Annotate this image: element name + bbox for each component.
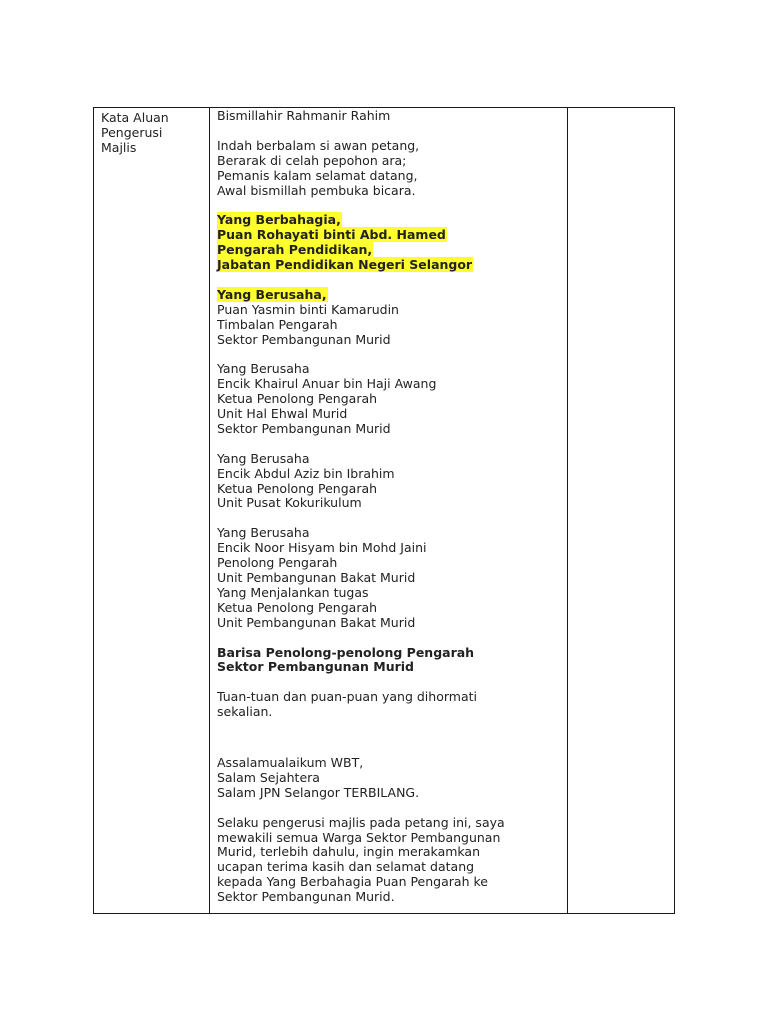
paragraph-line: Selaku pengerusi majlis pada petang ini, saya	[217, 814, 505, 830]
dignitary-line: Encik Noor Hisyam bin Mohd Jaini	[217, 540, 427, 556]
paragraph-line: ucapan terima kasih dan selamat datang	[217, 859, 475, 875]
greeting-line: Salam JPN Selangor TERBILANG.	[217, 784, 420, 800]
pantun-line: Berarak di celah pepohon ara;	[217, 152, 407, 168]
dignitary-line: Yang Berusaha	[217, 450, 310, 466]
khairul-block	[217, 362, 563, 437]
dignitary-line: Unit Pusat Kokurikulum	[217, 495, 362, 511]
column-divider	[567, 108, 568, 913]
paragraph-line: mewakili semua Warga Sektor Pembangunan	[217, 829, 501, 845]
greeting-line: Assalamualaikum WBT,	[217, 755, 364, 771]
highlighted-line: Yang Berbahagia,	[217, 212, 341, 228]
dignitary-line: Encik Khairul Anuar bin Haji Awang	[217, 376, 437, 392]
highlighted-line: Pengarah Pendidikan,	[217, 242, 373, 258]
dignitary-line: Timbalan Pengarah	[217, 316, 338, 332]
dignitary-line: Yang Berusaha	[217, 525, 310, 541]
item-label-line: Pengerusi	[101, 124, 163, 140]
paragraph-line: Murid, terlebih dahulu, ingin merakamkan	[217, 844, 481, 860]
bold-line: Sektor Pembangunan Murid	[217, 659, 414, 675]
dignitary-line: Sektor Pembangunan Murid	[217, 420, 391, 436]
opening-line: Bismillahir Rahmanir Rahim	[217, 108, 391, 123]
dignitary-line: Yang Berusaha	[217, 361, 310, 377]
greetings-block	[217, 756, 563, 801]
bold-line: Barisa Penolong-penolong Pengarah	[217, 644, 475, 660]
guest-of-honour-block	[217, 213, 563, 273]
timbalan-block	[217, 288, 563, 348]
item-label-line: Kata Aluan	[101, 110, 169, 125]
highlighted-line: Jabatan Pendidikan Negeri Selangor	[217, 257, 473, 273]
agenda-table	[93, 107, 675, 914]
address-line: Tuan-tuan dan puan-puan yang dihormati	[217, 689, 477, 705]
speech-text-cell	[217, 109, 563, 920]
dignitary-line: Encik Abdul Aziz bin Ibrahim	[217, 465, 395, 481]
dignitary-line: Sektor Pembangunan Murid	[217, 331, 391, 347]
dignitary-line: Ketua Penolong Pengarah	[217, 480, 378, 496]
dignitary-line: Unit Hal Ehwal Murid	[217, 406, 348, 422]
highlighted-line: Puan Rohayati binti Abd. Hamed	[217, 227, 446, 243]
paragraph-line: Sektor Pembangunan Murid.	[217, 889, 395, 905]
dignitary-line: Penolong Pengarah	[217, 555, 338, 571]
noor-hisyam-block	[217, 526, 563, 630]
closing-paragraph	[217, 816, 563, 905]
tuan-tuan-block	[217, 690, 563, 720]
barisa-block	[217, 646, 563, 676]
dignitary-line: Ketua Penolong Pengarah	[217, 391, 378, 407]
item-label-cell	[101, 111, 205, 156]
pantun-line: Indah berbalam si awan petang,	[217, 137, 420, 153]
dignitary-line: Unit Pembangunan Bakat Murid	[217, 570, 416, 585]
opening-line-block	[217, 109, 563, 124]
pantun-line: Pemanis kalam selamat datang,	[217, 167, 418, 183]
pantun-line: Awal bismillah pembuka bicara.	[217, 182, 416, 198]
greeting-line: Salam Sejahtera	[217, 769, 320, 785]
dignitary-line: Yang Menjalankan tugas	[217, 584, 369, 600]
address-line: sekalian.	[217, 704, 273, 720]
dignitary-line: Puan Yasmin binti Kamarudin	[217, 301, 399, 317]
paragraph-line: kepada Yang Berbahagia Puan Pengarah ke	[217, 874, 488, 890]
dignitary-line: Unit Pembangunan Bakat Murid	[217, 614, 416, 630]
item-label-line: Majlis	[101, 139, 137, 155]
column-divider	[209, 108, 210, 913]
pantun-block	[217, 139, 563, 199]
dignitary-line: Ketua Penolong Pengarah	[217, 599, 378, 615]
highlighted-line: Yang Berusaha,	[217, 286, 327, 302]
abdul-aziz-block	[217, 452, 563, 512]
